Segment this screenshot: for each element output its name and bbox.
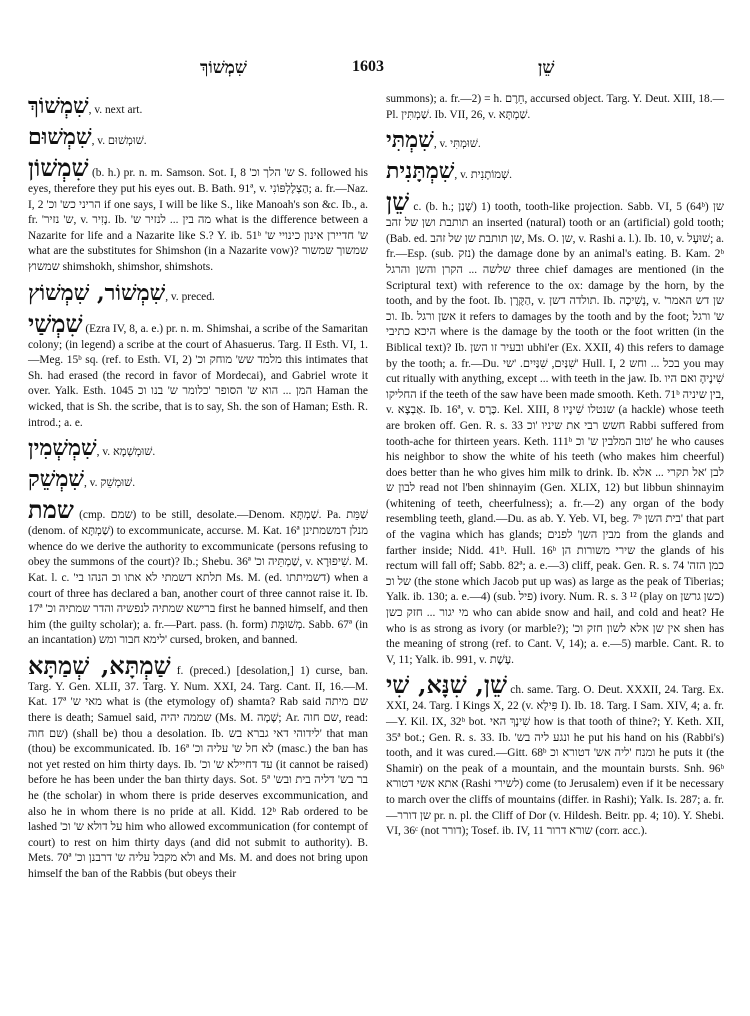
dictionary-entry	[28, 496, 368, 649]
entry-headword: שִׁמְשׁוּם	[28, 124, 92, 150]
entry-headword: שַׁמְתָּא, שְׁמַתָּא	[28, 650, 171, 680]
entry-headword: שִׁמְתָּנִית	[386, 158, 455, 185]
entry-text: c. (b. h.; שָׁנַן) 1) tooth, tooth-like projection. Sabb. VI, 5 (64ᵇ) שן תותבת ושן של זהב an inserted (natural) tooth or an (artificial) gold tooth; (Bab. ed. שן תותבת שן של זהב, Ms. O. שן, v. Rashi a. l.). Ib. 10, v. שׁוּעָל; a. fr.—Esp. (sub. נזק) the damage done by an animal's eating. B. Kam. 2ᵇ שלשה ... הקרן והשן והרגל three chief damages are mentioned (in the Scriptural text) with reference to the ox: damage by the horn, by the tooth, and by the foot. Ib. הַקֶּרֶן, v. תולדה דשן. Ib. נְשִׁיכָה, v. 'שן דש האמר וכ. Ib. אשן ורגל it refers to damages by the tooth and by the foot; ש' ורגל היכא כתיבי where is the damage by the tooth or the foot written (in the Biblical text)? Ib. ובעיר זו השן ubhi'er (Ex. XXII, 4) this refers to damage by the tooth; a. fr.—Du. שִׁנַּיִם, שִׁנַּיִים. 'שי' Hull. I, 2 בכל ... וחש you may cut ritually with anything, except ... with teeth in the jaw. Ib. שִׁינֶיהָ ואם היו החליקו if the teeth of the saw have been made smooth. Keth. 71ᵇ בין שיניה, v. אַבְצָא. Ib. 16ª, v. כֶּרֶס. Kel. XIII, 8 שנטלו שִׁינָיו (a hackle) whose teeth are broken off. Gen. R. s. 33 חשש רבי את שיניו 'וכ Rabbi suffered from tooth-ache for thirteen years. Keth. 111ᵇ טוב המלבין ש' וכ' he who causes his neighbor to show the white of his teeth (who makes him cheerful) does better than he who gives him milk to drink. Ib. לבן 'אל תקרי ... אלא לבון ש read not l'ben shinnayim (Gen. XLIX, 12) but libbun shinnayim (whitening of teeth, cheerfulness); a. fr.—2) any organ of the body resembling teeth, gland.—Du. as ab. Y. Yeb. VI, beg. 7ᵇ בית השן' that part of the vagina which has glands; מבין השן' לפנים from the glands and farther inside; Nidd. 41ᵇ. Hull. 16ᵇ שירי משורות הן the glands of his rectum will fall off; Sabb. 82ª; a. e.—3) cliff, peak. Gen. R. s. 74 'כמן הזה של וכ (the stone which Jacob put up was) as large as the peak of Tiberias; Yalk. ib. 130; a. e.—4) (sub. פיל) ivory. Num. R. s. 3 ¹² (play on כשן גרשן) מי יגור ... חזק כשן who can abide snow and hail, and cold and heat? He who is as strong as ivory (or marble?); 'אין שן אלא לשון חזק וכ shen has the meaning of strong (ref. to Cant. V, 14); a. e.—5) marble. Cant. R. to V, 11; Yalk. ib. 991, v. עֶשֶׁת.	[386, 201, 725, 666]
entry-text: , v. preced.	[165, 290, 215, 303]
entry-headword: שִׁמְשׁוֹר, שִׁמְשׁוֹץ	[28, 279, 166, 306]
page-number: 1603	[352, 58, 384, 75]
dictionary-entry	[386, 671, 724, 839]
dictionary-entry	[28, 123, 368, 151]
dictionary-entry	[28, 434, 368, 462]
entry-headword: שִׁמְשׁוֹן	[28, 153, 89, 182]
dictionary-entry	[28, 310, 368, 432]
entry-text: (b. h.) pr. n. m. Samson. Sot. I, 8 'ש' הלך וכ S. followed his eyes, therefore they put his eyes out. B. Bath. 91ª, v. הַצְלֶלְפּוֹנִי; a. fr.—Naz. I, 2 'הריני כש' וכ if one says, I will be like S., like Manoah's son &c. Ib., a. fr. 'ש' נזיר, v. נָזִיר. Ib. 'מה בין ... לנזיר ש what is the difference between a Nazarite for life and a Nazarite like S.? Y. ib. 51ᵇ 'ש' חדיירן אינון כינויי ש what are the substitutes for Shimshon (in a Nazarite vow)? שמשוך שמשור שמשוץ shimshokh, shimshor, shimshots.	[28, 167, 368, 273]
entry-text: , v. שׁוּמְשׁוּם.	[91, 135, 147, 147]
dictionary-entry	[386, 126, 724, 154]
running-headword-left: שִׁמְשׁוֹךְ	[200, 58, 247, 77]
entry-text: (cmp. שמם) to be still, desolate.—Denom. שַׁמְתָּא. Pa. שַׁמֵּת (denom. of שַׁמְתָּא) to excommunicate, accurse. M. Kat. 16ª מנלן דמשמתינן whence do we derive the authority to excommunicate (persons refusing to obey the summons of the court)? Ib.; Shebu. 36ª 'שַׁמְתֵּיה וכ, v. שִׁיפוּרָא. M. Kat. l. c. 'תלתא דשמתי לא אתו וכ הנהו בי Ms. M. (ed. דשמיתתו) when a court of three has declared a ban, another court of three cannot raise it. Ib. 17ª 'ברישא שמתיה לנפשיה והדר שמתיה וכ first he banned himself, and then him (the guilty scholar); a. fr.—Part. pass. (h. form) מְשׁוּמָּת. Sabb. 67ª (in an incantation) לימא חבור ומש' cursed, broken, and banned.	[28, 509, 369, 647]
entry-text: , v. שְׁמוֹתָנִית.	[454, 169, 512, 182]
entry-headword: שִׁמְשַׁי	[28, 308, 83, 338]
left-column	[28, 92, 368, 886]
dictionary-entry	[28, 154, 368, 276]
running-headword-right: שֵׁן	[538, 58, 555, 77]
right-column	[386, 92, 724, 843]
entry-text: , v. שׁוּמְשֵׁק.	[83, 477, 136, 490]
entry-headword: שִׁמְשְׁמִין	[28, 435, 97, 462]
dictionary-entry	[28, 279, 368, 307]
entry-text: (Ezra IV, 8, a. e.) pr. n. m. Shimshai, a scribe of the Samaritan colony; (in legend) a scribe at the court of Ahasuerus. Targ. II Esth. VI, 1.—Meg. 15ᵇ sq. (ref. to Esth. VI, 2) 'מלמד שש' מוחק וכ this intimates that Sh. had erased (the record in favor of Mordecai), and Gabriel wrote it over. Yalk. Esth. 1045 המן ... הוא ש' הסופר 'כלומר ש' בנו וכ Haman the wicked, that is Sh. the scribe, that is to say, Sh. the son of Haman; Esth. R. introd.; a. e.	[28, 322, 369, 429]
entry-text: , v. שׁוּמְתִּי.	[433, 138, 481, 151]
entry-text: summons); a. fr.—2) = h. חֵרֶם, accursed object. Targ. Y. Deut. XIII, 18.—Pl. שַׁמְתִּין. Ib. VII, 26, v. שַׁמְתָּא.	[386, 93, 724, 121]
entry-text: ch. same. Targ. O. Deut. XXXII, 24. Targ. Ex. XXI, 24. Targ. I Kings X, 22 (v. פִּילָא I). Ib. 18. Targ. I Sam. XIV, 4; a. fr.—Y. Kil. IX, 32ᵇ bot. שִׁינָךְ האי how is that tooth of thine?; Y. Keth. XII, 35ª bot.; Gen. R. s. 33. Ib. 'ונגע ליה בש he put his hand on his (Rabbi's) tooth, and it was cured.—Gitt. 68ᵇ ומנח 'ליה אש' דטורא וכ he puts it (the Shamir) on the peak of a mountain, and the mountain bursts. Snh. 96ᵇ אתא אשי דטורא (Rashi לשירי) come (to Jerusalem) even if it be necessary to march over the cliffs of mountains (differ. in Rashi); Yalk. Is. 287; a. fr.—שן דורר pr. n. pl. the Cliff of Dor (v. Hildesh. Beitr. pp. 4; 10). Y. Shebi. VI, 36ᶜ (not דורר); Tosef. ib. IV, 11 שורא דרור (corr. acc.).	[386, 684, 725, 838]
entry-headword: שֵׁן, שִׁנָּא, שִׁי	[386, 670, 507, 700]
entry-headword: שֵׁן	[386, 187, 410, 217]
dictionary-entry	[386, 188, 724, 668]
dictionary-entry	[386, 157, 724, 185]
entry-text: , v. שׁוּמְשְׁמָא.	[96, 446, 156, 459]
dictionary-entry-continued	[386, 92, 724, 123]
dictionary-entry	[28, 92, 368, 120]
entry-text: f. (preced.) [desolation,] 1) curse, ban. Targ. Y. Gen. XLII, 37. Targ. Y. Num. XXI, 24. Targ. Cant. II, 16.—M. Kat. 17ª 'מאי ש what is (the etymology of) shamta? Rab said שם מיתה there is death; Samuel said, שממה יהיה (Ms. M. שָׁמָה; Ar. שם חוה, read: שם חוה) (shall be) thou a desolation. Ib. לידוהי דאי גברא בש' that man (thou) be excommunicated. Ib. 16ª 'לא חל ש' עליה וכ (masc.) the ban has not yet rested on him thirty days. Ib. 'עד דחיילא ש' וכ (it cannot be raised) before he has been under the ban thirty days. Sot. 5ª 'בר בש' דליה בית ובש he (the scholar) in whom there is pride deserves excommunication, and also he in whom there is no pride at all. Kidd. 12ᵇ Rab ordered to be lashed 'על דולא ש' וכ him who allowed excommunication (for contempt of court) to rest on him thirty days (and did not submit to authority). B. Mets. 70ª 'ולא מקבל עליה ש' דרבנן וכ and Ms. M. and does not bring upon himself the ban of the Rabbis (but obeys their	[28, 664, 369, 880]
entry-headword: שִׁמְתִּי	[386, 127, 434, 154]
entry-headword: שִׁמְשׁוֹךְ	[28, 93, 89, 119]
entry-headword: שִׁמְשֵׁק	[28, 466, 84, 493]
entry-headword: שמת	[28, 495, 74, 525]
dictionary-entry	[28, 465, 368, 493]
dictionary-entry	[28, 652, 368, 883]
page-header	[0, 58, 750, 80]
entry-text: , v. next art.	[88, 104, 143, 116]
